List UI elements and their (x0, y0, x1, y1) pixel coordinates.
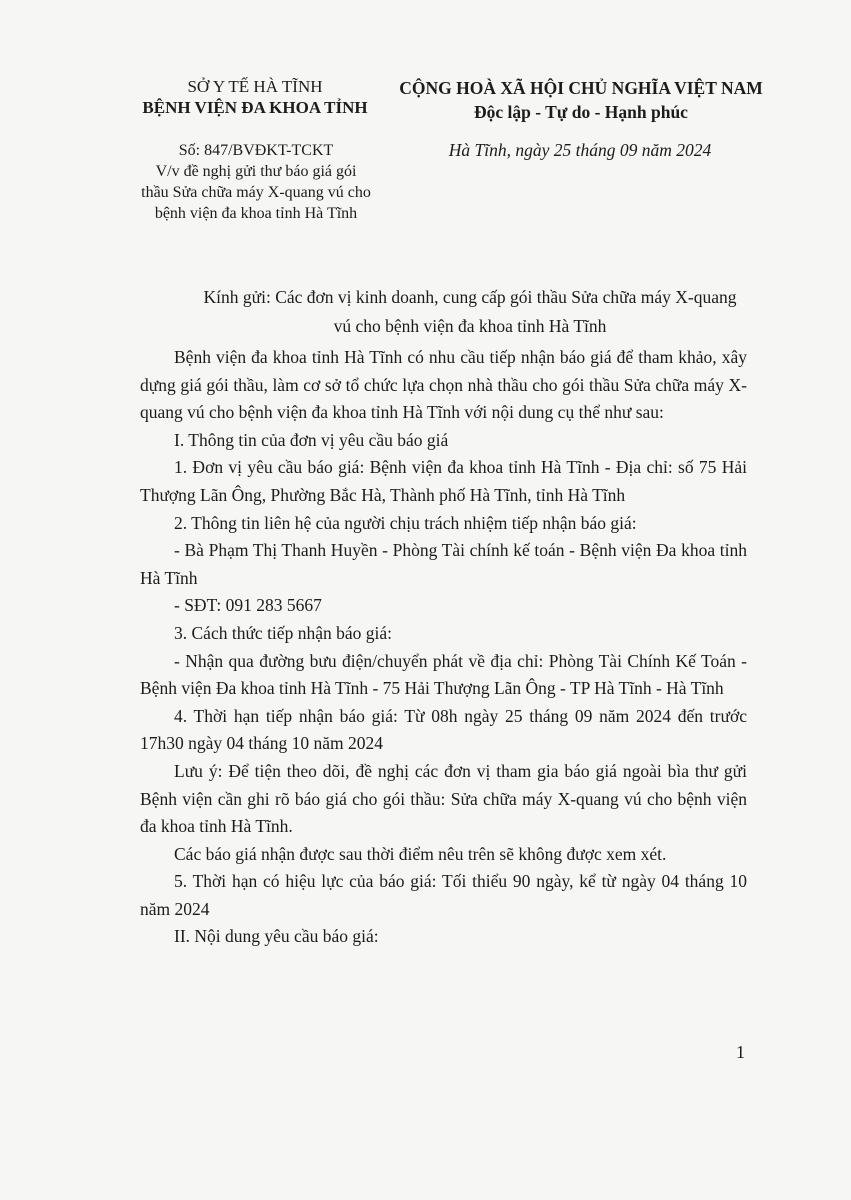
section-1-title: I. Thông tin của đơn vị yêu cầu báo giá (174, 429, 449, 450)
document-number: Số: 847/BVĐKT-TCKT (178, 142, 334, 159)
department-name: SỞ Y TẾ HÀ TĨNH (187, 77, 323, 96)
national-heading (395, 76, 767, 124)
recipient-line: Kính gửi: Các đơn vị kinh doanh, cung cấp gói thầu Sửa chữa máy X-quang vú cho bệnh viện đa khoa tỉnh Hà Tĩnh (203, 287, 737, 336)
item-3: 3. Cách thức tiếp nhận báo giá: (174, 622, 392, 643)
item-2-phone: - SĐT: 091 283 5667 (174, 595, 322, 616)
issuer-block (130, 76, 380, 118)
item-4: 4. Thời hạn tiếp nhận báo giá: Từ 08h ngày 25 tháng 09 năm 2024 đến trước 17h30 ngày 04 tháng 10 năm 2024 (140, 705, 747, 754)
page-number: 1 (736, 1042, 745, 1062)
item-2: 2. Thông tin liên hệ của người chịu trách nhiệm tiếp nhận báo giá: (174, 512, 637, 533)
document-subject: V/v đề nghị gửi thư báo giá gói thầu Sửa chữa máy X-quang vú cho bệnh viện đa khoa tỉnh Hà Tĩnh (141, 163, 371, 222)
intro-paragraph: Bệnh viện đa khoa tỉnh Hà Tĩnh có nhu cầu tiếp nhận báo giá để tham khảo, xây dựng giá gói thầu, làm cơ sở tổ chức lựa chọn nhà thầu cho gói thầu Sửa chữa máy X-quang vú cho bệnh viện đa khoa tỉnh Hà Tĩnh với nội dung cụ thể như sau: (140, 347, 747, 423)
late-notice: Các báo giá nhận được sau thời điểm nêu trên sẽ không được xem xét. (174, 843, 667, 864)
document-date: Hà Tĩnh, ngày 25 tháng 09 năm 2024 (448, 140, 712, 160)
document-body (140, 344, 747, 951)
hospital-name: BỆNH VIỆN ĐA KHOA TỈNH (142, 98, 368, 117)
item-3-detail: - Nhận qua đường bưu điện/chuyển phát về địa chỉ: Phòng Tài Chính Kế Toán - Bệnh viện Đa khoa tỉnh Hà Tĩnh - 75 Hải Thượng Lãn Ông - TP Hà Tĩnh - Hà Tĩnh (140, 650, 747, 699)
reference-block (140, 140, 372, 224)
section-2-title: II. Nội dung yêu cầu báo giá: (174, 926, 379, 947)
motto: Độc lập - Tự do - Hạnh phúc (474, 102, 688, 122)
item-2-contact-person: - Bà Phạm Thị Thanh Huyền - Phòng Tài chính kế toán - Bệnh viện Đa khoa tỉnh Hà Tĩnh (140, 540, 747, 588)
item-1: 1. Đơn vị yêu cầu báo giá: Bệnh viện đa khoa tỉnh Hà Tĩnh - Địa chỉ: số 75 Hải Thượng Lãn Ông, Phường Bắc Hà, Thành phố Hà Tĩnh, tỉnh Hà Tĩnh (140, 457, 747, 505)
note-paragraph: Lưu ý: Để tiện theo dõi, đề nghị các đơn vị tham gia báo giá ngoài bìa thư gửi Bệnh viện cần ghi rõ báo giá cho gói thầu: Sửa chữa máy X-quang vú cho bệnh viện đa khoa tỉnh Hà Tĩnh. (140, 760, 747, 837)
nation-name: CỘNG HOÀ XÃ HỘI CHỦ NGHĨA VIỆT NAM (399, 78, 763, 98)
item-5: 5. Thời hạn có hiệu lực của báo giá: Tối thiểu 90 ngày, kể từ ngày 04 tháng 10 năm 2024 (140, 871, 747, 919)
